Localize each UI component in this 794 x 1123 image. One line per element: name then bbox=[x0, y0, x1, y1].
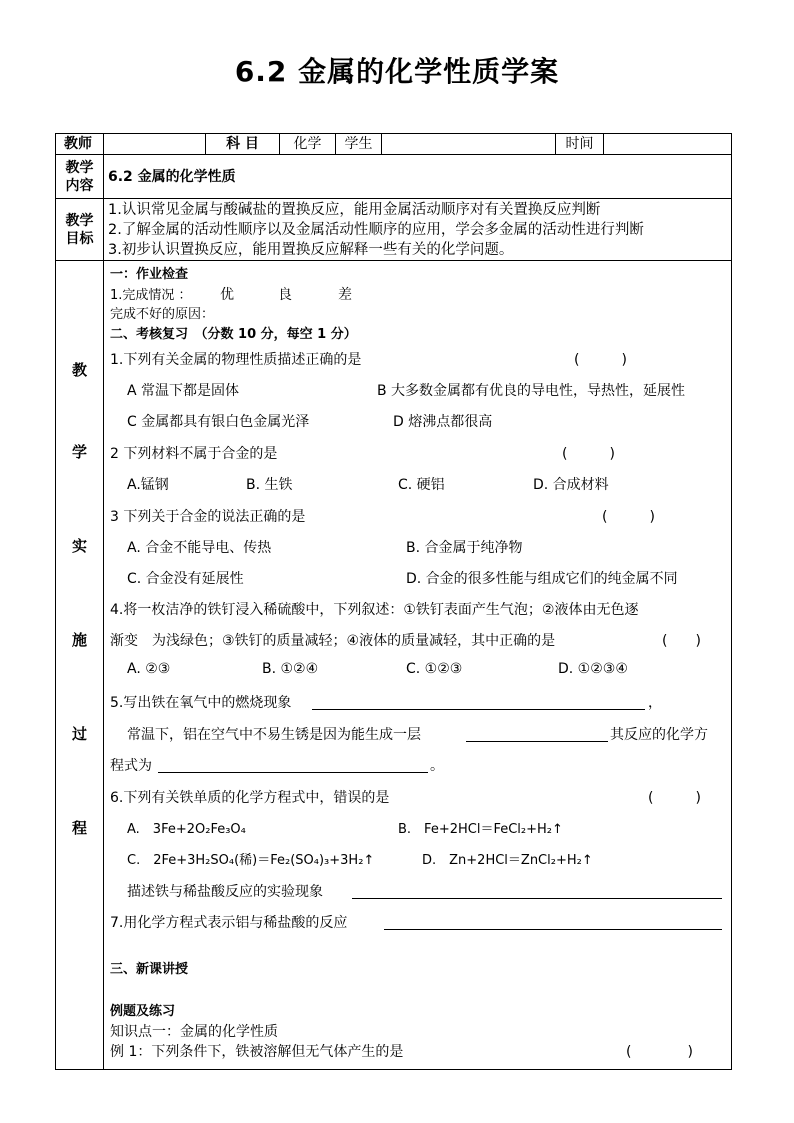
header-row bbox=[56, 134, 732, 155]
process-label: 教 学 实 施 过 程 bbox=[56, 261, 104, 1070]
goal-item: 2.了解金属的活动性顺序以及金属活动性顺序的应用，学会多金属的活动性进行判断 bbox=[108, 221, 644, 238]
content-label: 教学 内容 bbox=[56, 155, 104, 199]
answer-blank[interactable] bbox=[466, 726, 608, 742]
goal-item: 1.认识常见金属与酸碱盐的置换反应，能用金属活动顺序对有关置换反应判断 bbox=[108, 201, 601, 218]
content-value: 6.2 金属的化学性质 bbox=[104, 155, 732, 199]
hw-bad[interactable]: 差 bbox=[338, 287, 352, 303]
review-title: 二、考核复习 （分数 10 分，每空 1 分） bbox=[110, 327, 357, 342]
example-1: 例 1：下列条件下，铁被溶解但无气体产生的是 bbox=[110, 1044, 404, 1060]
goals-label: 教学 目标 bbox=[56, 199, 104, 261]
goals-row bbox=[56, 199, 732, 261]
example-1-bracket[interactable]: ( ) bbox=[626, 1044, 693, 1060]
student-label: 学生 bbox=[336, 134, 382, 155]
hw-ok[interactable]: 良 bbox=[278, 287, 292, 303]
time-label: 时间 bbox=[556, 134, 604, 155]
answer-blank[interactable] bbox=[384, 914, 722, 930]
hw-status: 1.完成情况 ： bbox=[110, 288, 192, 303]
student-value[interactable] bbox=[382, 134, 556, 155]
teacher-value[interactable] bbox=[104, 134, 206, 155]
answer-blank[interactable] bbox=[352, 883, 722, 899]
goal-item: 3.初步认识置换反应，能用置换反应解释一些有关的化学问题。 bbox=[108, 241, 514, 258]
goals-list bbox=[104, 199, 732, 261]
subject-value: 化学 bbox=[280, 134, 336, 155]
answer-blank[interactable] bbox=[312, 694, 645, 710]
knowledge-point: 知识点一：金属的化学性质 bbox=[110, 1024, 278, 1040]
teacher-label: 教师 bbox=[56, 134, 104, 155]
answer-blank[interactable] bbox=[158, 757, 428, 773]
hw-reason: 完成不好的原因： bbox=[110, 307, 215, 322]
example-title: 例题及练习 bbox=[110, 1004, 176, 1019]
subject-label: 科 目 bbox=[206, 134, 280, 155]
page-title: 6.2 金属的化学性质学案 bbox=[234, 55, 560, 88]
time-value[interactable] bbox=[604, 134, 732, 155]
content-row bbox=[56, 155, 732, 199]
hw-good[interactable]: 优 bbox=[220, 287, 234, 303]
new-lesson-title: 三、新课讲授 bbox=[110, 962, 189, 977]
